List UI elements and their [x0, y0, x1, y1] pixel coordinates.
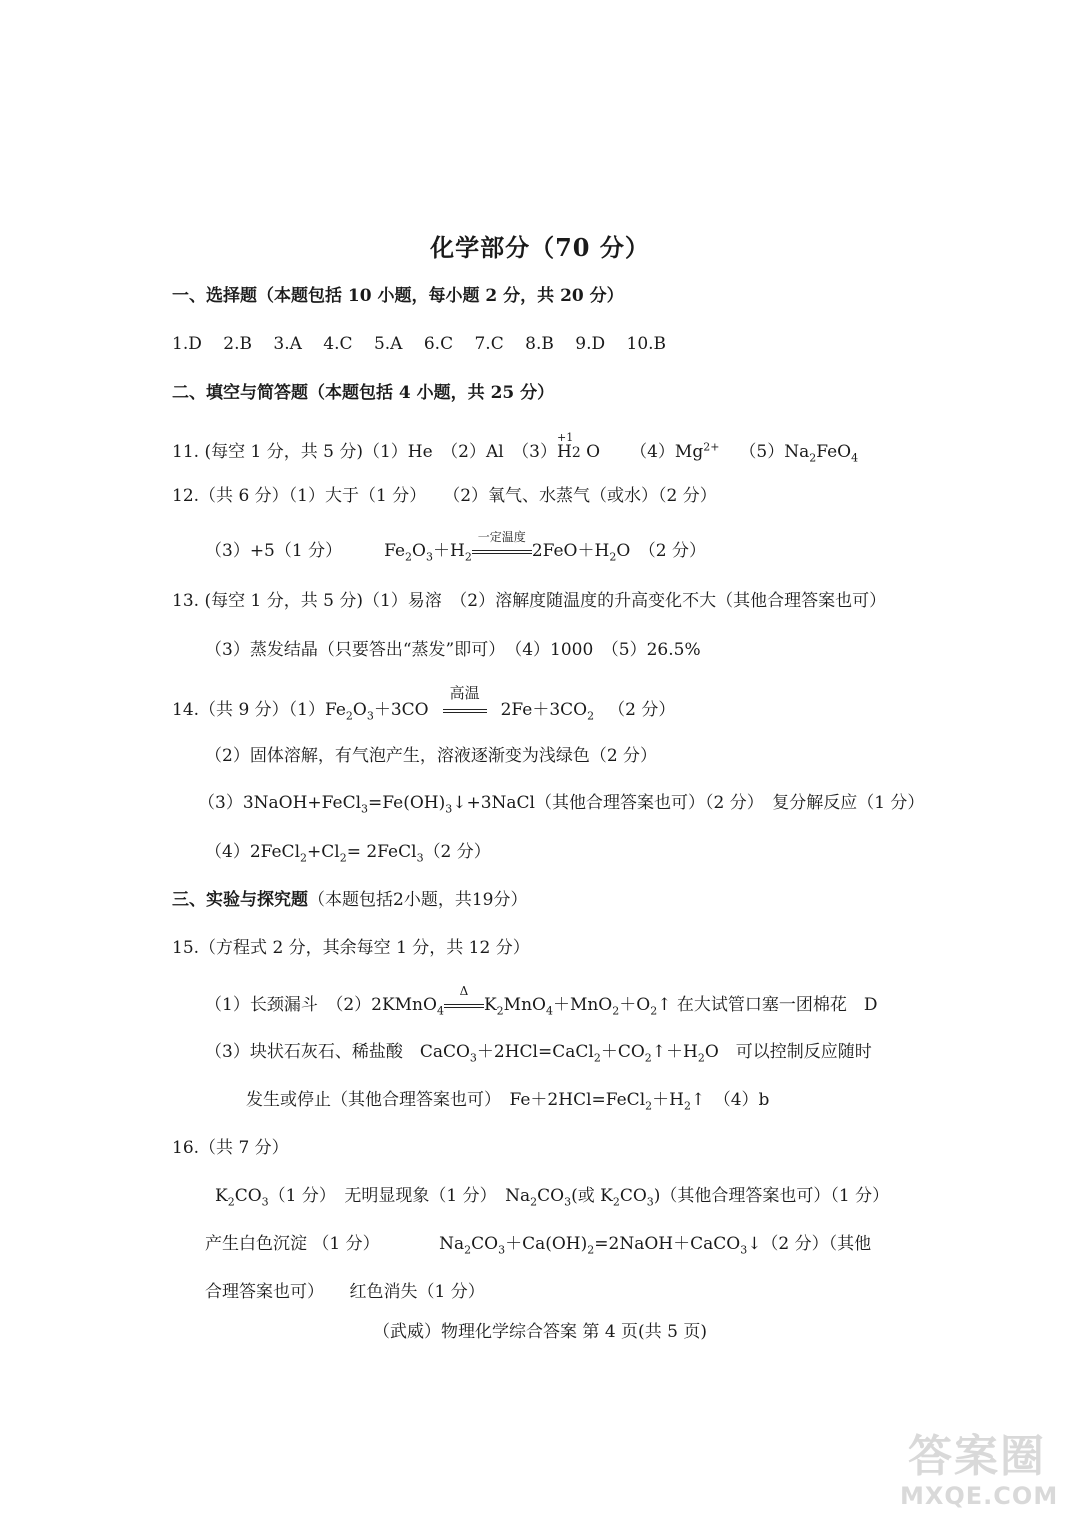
q15-line-1	[205, 984, 878, 1018]
section3-heading-bold: 三、实验与探究题	[172, 890, 308, 910]
subscript: 2	[300, 851, 308, 865]
subscript: 2	[650, 1004, 658, 1018]
formula-text: =2NaOH＋CaCO	[594, 1234, 741, 1254]
subscript: 3	[261, 1195, 269, 1209]
subscript: 3	[366, 709, 374, 723]
q16-text: （1 分） 无明显现象（1 分） Na	[268, 1186, 531, 1206]
formula-text: (或 K	[571, 1186, 613, 1206]
h2o-valence	[557, 431, 574, 463]
superscript: 2+	[703, 440, 720, 454]
section1-answers	[172, 333, 666, 355]
formula-text: +Cl	[307, 842, 340, 862]
watermark-url: MXQE.COM	[900, 1482, 1059, 1510]
answer-3: 3.A	[273, 334, 302, 354]
subscript: 3	[646, 1195, 654, 1209]
subscript: 2	[464, 1243, 472, 1257]
q15-line-2	[205, 1041, 872, 1063]
subscript: 2	[587, 1243, 595, 1257]
q11-text: （4）Mg	[630, 442, 704, 462]
section1-heading: 一、选择题（本题包括 10 小题，每小题 2 分，共 20 分）	[172, 286, 624, 306]
formula-text: ↑＋H	[651, 1042, 698, 1062]
watermark-logo	[900, 1420, 1080, 1527]
answer-9: 9.D	[575, 334, 606, 354]
subscript: 4	[545, 1004, 553, 1018]
q14-line-3	[198, 792, 924, 814]
subscript: 2	[345, 709, 353, 723]
page-title: 化学部分（70 分）	[430, 233, 650, 262]
formula-text: ↑ 在大试管口塞一团棉花 D	[657, 995, 878, 1015]
q12-line-2	[205, 530, 706, 564]
formula-text: 2Fe＋3CO	[500, 700, 588, 720]
formula-text: Fe	[384, 541, 406, 561]
formula-text: O 可以控制反应随时	[704, 1042, 872, 1062]
subscript: 3	[416, 851, 424, 865]
q13-line-2: （3）蒸发结晶（只要答出“蒸发”即可） （4）1000 （5）26.5%	[205, 640, 701, 660]
condition-label: 一定温度	[477, 530, 526, 544]
formula-text: O （2 分）	[616, 541, 706, 561]
formula-text: K	[483, 995, 497, 1015]
subscript: 2	[496, 1004, 504, 1018]
q16-line: 16.（共 7 分）	[172, 1138, 289, 1158]
formula-text: CO	[471, 1234, 499, 1254]
formula-text: （2 分）	[608, 700, 676, 720]
q14-line-1	[172, 684, 676, 723]
subscript: 2	[683, 1099, 691, 1113]
formula-text: ＋H	[652, 1090, 684, 1110]
reaction-condition-arrow	[444, 984, 484, 1016]
condition-label: 高温	[449, 684, 480, 702]
page-footer: （武威）物理化学综合答案 第 4 页(共 5 页)	[373, 1322, 707, 1342]
subscript: 2	[464, 550, 472, 564]
subscript: 2	[612, 1004, 620, 1018]
q16-line-3: 合理答案也可） 红色消失（1 分）	[205, 1282, 485, 1302]
q14-line-4	[205, 841, 491, 863]
q13-line-1: 13. (每空 1 分，共 5 分)（1）易溶 （2）溶解度随温度的升高变化不大（其他合理答案也可）	[172, 591, 887, 611]
formula-text: MnO	[503, 995, 546, 1015]
answer-2: 2.B	[223, 334, 252, 354]
formula-text: FeO	[816, 442, 852, 462]
subscript: 3	[361, 802, 369, 816]
formula-text: ＋CO	[600, 1042, 645, 1062]
subscript: 2	[593, 1051, 601, 1065]
q16-text: ↓（2 分）（其他	[747, 1234, 872, 1254]
formula-text: （2 分）	[423, 842, 491, 862]
q11-line	[172, 431, 859, 465]
answer-4: 4.C	[323, 334, 353, 354]
subscript: 3	[740, 1243, 748, 1257]
section3-heading-rest: （本题包括2小题，共19分）	[308, 890, 528, 910]
answer-7: 7.C	[474, 334, 504, 354]
subscript: 2	[645, 1099, 653, 1113]
answer-1: 1.D	[172, 334, 202, 354]
subscript: 3	[469, 1051, 477, 1065]
formula-text: =Fe(OH)	[368, 793, 446, 813]
section3-heading	[172, 889, 527, 911]
q12-line-1: 12.（共 6 分）（1）大于（1 分） （2）氧气、水蒸气（或水）（2 分）	[172, 486, 717, 506]
q15-text: （3）块状石灰石、稀盐酸 CaCO	[205, 1042, 470, 1062]
subscript: 4	[436, 1004, 444, 1018]
q16-line-2	[205, 1233, 871, 1255]
reaction-condition-arrow	[443, 684, 487, 721]
formula-text: = 2FeCl	[346, 842, 417, 862]
q12-text: （3）+5（1 分）	[205, 541, 343, 561]
formula-text: ＋MnO	[552, 995, 613, 1015]
reaction-condition-arrow	[472, 530, 532, 562]
q14-text: 14.（共 9 分）（1）Fe	[172, 700, 346, 720]
q15-text: （1）长颈漏斗 （2）2KMnO	[205, 995, 437, 1015]
q15-text: 发生或停止（其他合理答案也可） Fe＋2HCl=FeCl	[246, 1090, 646, 1110]
answer-10: 10.B	[626, 334, 667, 354]
subscript: 3	[425, 550, 433, 564]
q15-line: 15.（方程式 2 分，其余每空 1 分，共 12 分）	[172, 938, 530, 958]
condition-label: Δ	[459, 984, 469, 998]
q14-text: （3）3NaOH+FeCl	[198, 793, 362, 813]
q11-text: （5）Na	[739, 442, 810, 462]
subscript: 2	[644, 1051, 652, 1065]
formula-text: CO	[537, 1186, 565, 1206]
formula-text: ＋3CO	[373, 700, 429, 720]
formula-text: CO	[619, 1186, 647, 1206]
watermark-text: 答案圈	[908, 1431, 1046, 1482]
subscript: 2	[405, 550, 413, 564]
subscript: 2	[809, 451, 817, 465]
subscript: 2	[612, 1195, 620, 1209]
subscript: 3	[445, 802, 453, 816]
formula-text: CO	[234, 1186, 262, 1206]
answer-6: 6.C	[423, 334, 454, 354]
subscript: 2	[339, 851, 347, 865]
formula-text: 2FeO＋H	[531, 541, 610, 561]
formula-text: K	[215, 1186, 228, 1206]
subscript: 2	[530, 1195, 538, 1209]
answer-8: 8.B	[525, 334, 554, 354]
subscript: 3	[564, 1195, 572, 1209]
formula-text: O	[580, 442, 601, 462]
answer-5: 5.A	[373, 334, 403, 354]
q14-text: （4）2FeCl	[205, 842, 301, 862]
q16-text: 产生白色沉淀 （1 分） Na	[205, 1234, 465, 1254]
valence-mark: +1	[557, 431, 574, 444]
formula-text: ＋Ca(OH)	[505, 1234, 588, 1254]
section2-heading: 二、填空与简答题（本题包括 4 小题，共 25 分）	[172, 383, 555, 403]
subscript: 2	[571, 445, 581, 461]
subscript: 4	[851, 451, 859, 465]
q11-text: 11. (每空 1 分，共 5 分)（1）He （2）Al （3）	[172, 442, 557, 462]
q14-line-2: （2）固体溶解，有气泡产生，溶液逐渐变为浅绿色（2 分）	[205, 746, 658, 766]
subscript: 2	[227, 1195, 235, 1209]
formula-text: ↑ （4）b	[690, 1090, 770, 1110]
formula-text: ＋H	[432, 541, 465, 561]
formula-text: ＋O	[619, 995, 651, 1015]
q16-line-1	[215, 1185, 889, 1207]
formula-text: O	[352, 700, 367, 720]
q15-line-3	[246, 1089, 769, 1111]
formula-text: H	[557, 442, 572, 462]
subscript: 2	[587, 709, 595, 723]
formula-text: ＋2HCl=CaCl	[476, 1042, 594, 1062]
subscript: 2	[697, 1051, 705, 1065]
formula-text: ↓+3NaCl（其他合理答案也可）（2 分） 复分解反应（1 分）	[452, 793, 925, 813]
formula-text: O	[412, 541, 426, 561]
subscript: 3	[498, 1243, 506, 1257]
subscript: 2	[609, 550, 617, 564]
q16-text: )（其他合理答案也可）（1 分）	[653, 1186, 890, 1206]
